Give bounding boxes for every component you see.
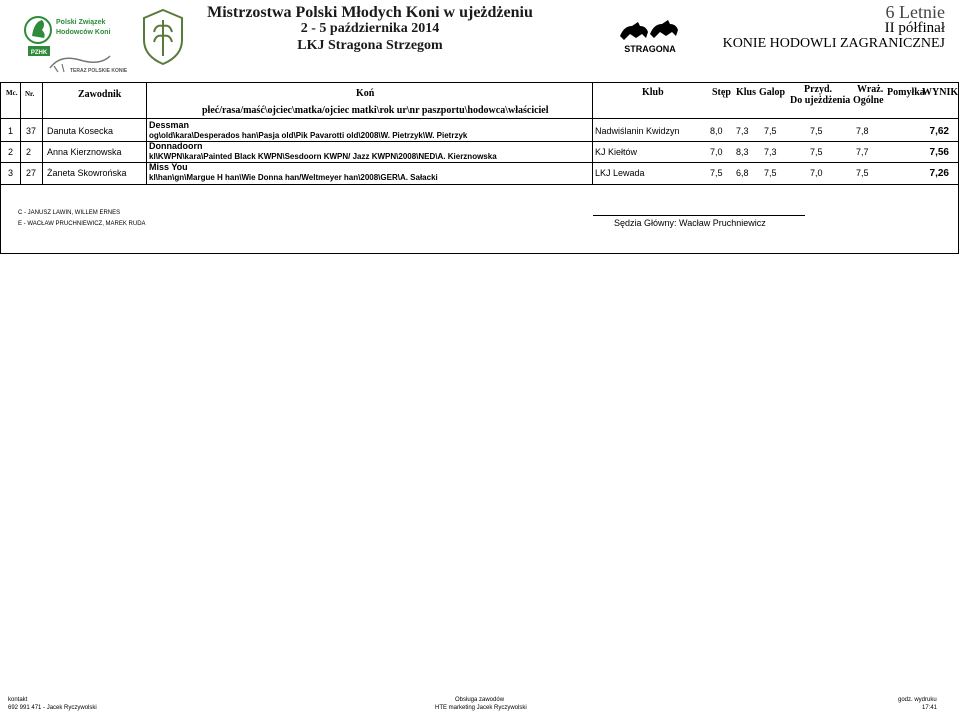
col-gen-header-1: Wraż. [857, 84, 884, 95]
col-no-header: Nr. [25, 90, 35, 98]
col-line [0, 82, 1, 184]
row-no: 37 [26, 126, 37, 136]
row-walk: 7,5 [710, 168, 723, 178]
row-submission: 7,0 [810, 168, 823, 178]
row-divider [0, 162, 959, 163]
col-place-header: Mc. [6, 89, 18, 97]
row-horse-name: Donnadoorn [149, 141, 203, 151]
row-submission: 7,5 [810, 147, 823, 157]
col-canter-header: Galop [759, 87, 786, 98]
row-walk: 8,0 [710, 126, 723, 136]
col-sub-header-1: Przyd. [804, 84, 833, 95]
table-top-border [0, 82, 959, 83]
teraz-polskie-konie-logo [40, 50, 150, 76]
contact-label: kontakt [8, 697, 28, 703]
col-penalty-header: Pomyłka [887, 87, 925, 98]
row-trot: 8,3 [736, 147, 749, 157]
svg-text:Polski Związek: Polski Związek [56, 19, 106, 26]
footer-side-line [0, 184, 1, 254]
chief-judge: Sędzia Główny: Wacław Pruchniewicz [614, 218, 766, 228]
round-title: II półfinał [884, 20, 945, 36]
row-rider: Żaneta Skowrońska [47, 168, 127, 178]
col-walk-header: Stęp [712, 87, 731, 98]
row-horse-desc: kl\han\gn\Margue H han\Wie Donna han/Weltmeyer han\2008\GER\A. Sałacki [149, 173, 438, 182]
event-venue: LKJ Stragona Strzegom [297, 38, 443, 53]
col-sub-header-2: Do ujeżdżenia [790, 95, 851, 106]
col-gen-header-2: Ogólne [853, 95, 884, 106]
class-title: KONIE HODOWLI ZAGRANICZNEJ [722, 36, 945, 51]
footer-border [0, 253, 959, 254]
col-horse-header: Koń [356, 88, 375, 99]
row-result: 7,56 [929, 147, 949, 158]
row-horse-name: Dessman [149, 120, 190, 130]
row-place: 1 [8, 126, 14, 136]
print-time-label: godz. wydruku [898, 697, 937, 703]
row-general: 7,5 [856, 168, 869, 178]
row-result: 7,26 [929, 168, 949, 179]
row-trot: 6,8 [736, 168, 749, 178]
col-result-header: WYNIK [922, 87, 959, 98]
col-line [146, 82, 147, 184]
col-rider-header: Zawodnik [78, 89, 122, 100]
col-line [20, 82, 21, 184]
row-divider [0, 141, 959, 142]
row-club: KJ Kiełtów [595, 147, 638, 157]
row-horse-desc: kl\KWPN\kara\Painted Black KWPN\Sesdoorn KWPN/ Jazz KWPN\2008\NED\A. Kierznowska [149, 152, 497, 161]
row-club: LKJ Lewada [595, 168, 645, 178]
event-title: Mistrzostwa Polski Młodych Koni w ujeżdżeniu [207, 4, 533, 21]
contact-value: 692 991 471 - Jacek Ryczywolski [8, 705, 97, 711]
judges-c: C - JANUSZ LAWIN, WILLEM ERNES [18, 210, 121, 216]
row-horse-desc: og\old\kara\Desperados han\Pasja old\Pik Pavarotti old\2008\W. Pietrzyk\W. Pietrzyk [149, 131, 468, 140]
signature-line [593, 215, 805, 216]
service-label: Obsługa zawodów [455, 697, 505, 703]
row-general: 7,8 [856, 126, 869, 136]
row-general: 7,7 [856, 147, 869, 157]
row-place: 2 [8, 147, 14, 157]
svg-text:STRAGONA: STRAGONA [624, 44, 676, 54]
row-place: 3 [8, 168, 14, 178]
col-line [592, 82, 593, 184]
row-canter: 7,5 [764, 168, 777, 178]
col-trot-header: Klus [736, 87, 757, 98]
col-horse-sub-header: płeć/rasa/maść\ojciec\matka/ojciec matki\rok ur\nr paszportu\hodowca\właściciel [202, 105, 549, 116]
row-horse-name: Miss You [149, 162, 188, 172]
row-walk: 7,0 [710, 147, 723, 157]
event-dates: 2 - 5 października 2014 [300, 21, 440, 36]
row-submission: 7,5 [810, 126, 823, 136]
stragona-logo [612, 12, 688, 54]
svg-text:Hodowców Koni: Hodowców Koni [56, 29, 111, 36]
print-time-value: 17:41 [922, 705, 938, 711]
col-club-header: Klub [642, 87, 664, 98]
svg-text:PZHK: PZHK [30, 50, 48, 56]
tpk-text: TERAZ POLSKIE KONIE [70, 68, 128, 74]
judges-e: E - WACŁAW PRUCHNIEWICZ, MAREK RUDA [18, 221, 146, 227]
row-no: 2 [26, 147, 32, 157]
row-canter: 7,5 [764, 126, 777, 136]
col-line [42, 82, 43, 184]
header-bottom-border [0, 118, 959, 119]
row-canter: 7,3 [764, 147, 777, 157]
row-result: 7,62 [929, 126, 949, 137]
row-rider: Anna Kierznowska [47, 147, 122, 157]
service-value: HTE marketing Jacek Ryczywolski [435, 705, 527, 711]
row-club: Nadwiślanin Kwidzyn [595, 126, 680, 136]
table-bottom-border [0, 184, 959, 185]
row-trot: 7,3 [736, 126, 749, 136]
row-no: 27 [26, 168, 37, 178]
category-title: 6 Letnie [885, 2, 945, 22]
row-rider: Danuta Kosecka [47, 126, 114, 136]
